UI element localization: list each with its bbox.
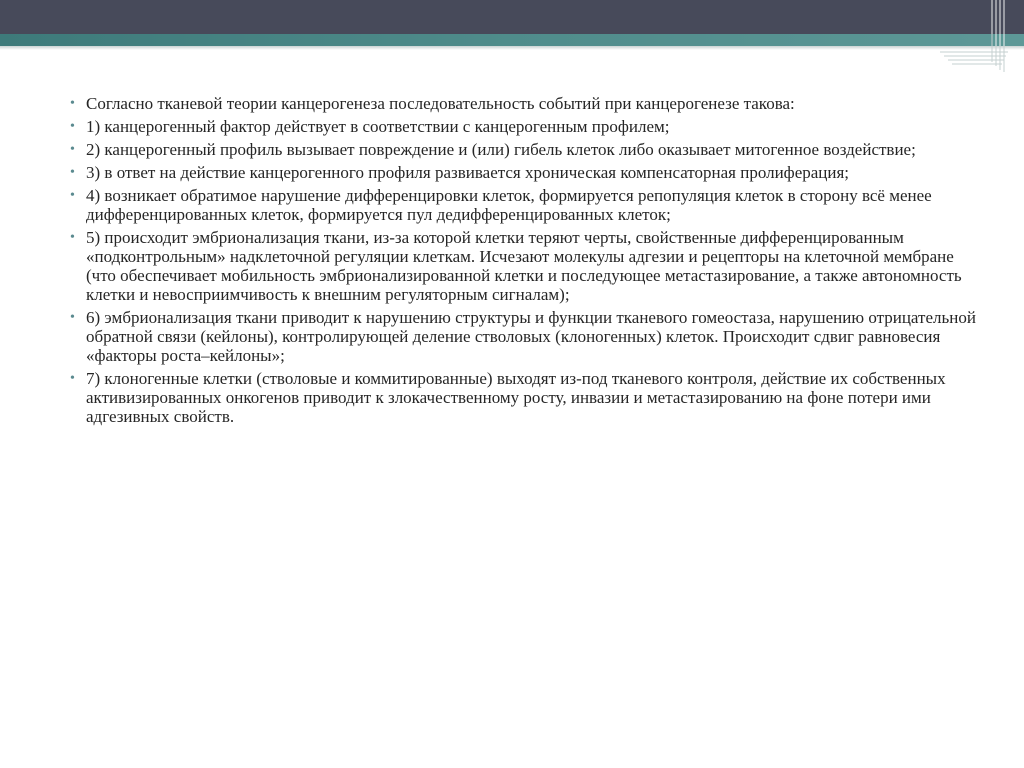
list-item [70,186,980,224]
bullet-icon: • [70,165,75,180]
list-item [70,117,980,136]
slide-header-band [0,0,1024,34]
list-item-text: 7) клоногенные клетки (стволовые и коммитированные) выходят из-под тканевого контроля, действие их собственных активизированных онкогенов приводит к злокачественному росту, инвазии и метастазированию на фоне потери ими адгезивных свойств. [86,369,946,426]
list-item-text: Согласно тканевой теории канцерогенеза последовательность событий при канцерогенезе такова: [86,94,795,113]
list-item [70,308,980,365]
list-item [70,163,980,182]
list-item [70,369,980,426]
bullet-icon: • [70,96,75,111]
list-item-text: 3) в ответ на действие канцерогенного профиля развивается хроническая компенсаторная пролиферация; [86,163,850,182]
bullet-icon: • [70,142,75,157]
list-item-text: 1) канцерогенный фактор действует в соответствии с канцерогенным профилем; [86,117,670,136]
list-item-text: 2) канцерогенный профиль вызывает повреждение и (или) гибель клеток либо оказывает митогенное воздействие; [86,140,916,159]
corner-decoration-icon [940,0,1024,80]
bullet-icon: • [70,371,75,386]
bullet-icon: • [70,230,75,245]
list-item [70,94,980,113]
slide-header-accent-stripe [0,34,1024,46]
list-item-text: 4) возникает обратимое нарушение дифференцировки клеток, формируется репопуляция клеток в сторону всё менее дифференцированных клеток, формируется пул дедифференцированных клеток; [86,186,932,224]
slide-header-shadow [0,46,1024,50]
list-item-text: 5) происходит эмбрионализация ткани, из-за которой клетки теряют черты, свойственные дифференцированным «подконтрольным» надклеточной регуляции клеткам. Исчезают молекулы адгезии и рецепторы на клеточной мембране (что обеспечивает мобильность эмбрионализированной клетки и последующее метастазирование, а также автономность клетки и невосприимчивость к внешним регуляторным сигналам); [86,228,962,304]
list-item [70,140,980,159]
bullet-icon: • [70,119,75,134]
list-item [70,228,980,304]
list-item-text: 6) эмбрионализация ткани приводит к нарушению структуры и функции тканевого гомеостаза, нарушению отрицательной обратной связи (кейлоны), контролирующей деление стволовых (клоногенных) клеток. Происходит сдвиг равновесия «факторы роста–кейлоны»; [86,308,976,365]
bullet-icon: • [70,310,75,325]
bullet-icon: • [70,188,75,203]
slide-body-list [70,94,980,430]
